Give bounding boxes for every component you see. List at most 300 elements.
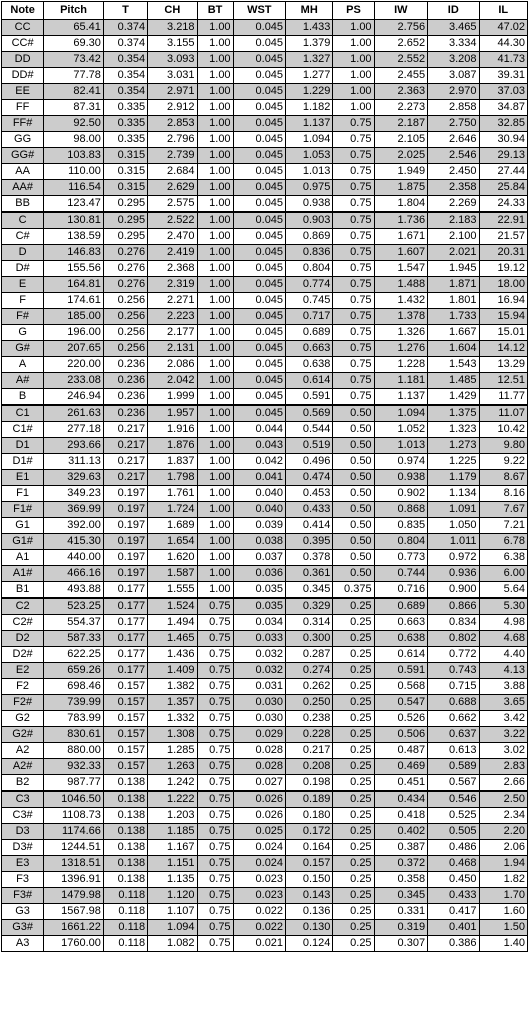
cell-iw: 0.319 — [374, 920, 428, 936]
cell-bt: 0.75 — [197, 824, 233, 840]
cell-wst: 0.045 — [233, 36, 285, 52]
cell-ps: 0.25 — [333, 663, 374, 679]
cell-note: F1 — [2, 486, 44, 502]
cell-pitch: 130.81 — [44, 212, 104, 229]
cell-il: 10.42 — [479, 422, 527, 438]
cell-ps: 0.75 — [333, 229, 374, 245]
cell-ch: 1.094 — [148, 920, 197, 936]
cell-mh: 0.378 — [286, 550, 333, 566]
cell-note: FF# — [2, 116, 44, 132]
table-row — [2, 389, 528, 406]
cell-bt: 0.75 — [197, 695, 233, 711]
cell-mh: 0.143 — [286, 888, 333, 904]
cell-t: 0.197 — [103, 534, 147, 550]
cell-id: 0.834 — [428, 615, 479, 631]
cell-il: 2.34 — [479, 808, 527, 824]
cell-ps: 0.75 — [333, 325, 374, 341]
cell-ps: 0.50 — [333, 438, 374, 454]
table-row — [2, 631, 528, 647]
cell-il: 2.06 — [479, 840, 527, 856]
cell-mh: 1.013 — [286, 164, 333, 180]
cell-pitch: 1046.50 — [44, 791, 104, 808]
cell-il: 25.84 — [479, 180, 527, 196]
cell-ps: 0.25 — [333, 775, 374, 792]
cell-bt: 1.00 — [197, 132, 233, 148]
cell-ps: 0.75 — [333, 277, 374, 293]
cell-note: D2 — [2, 631, 44, 647]
table-row — [2, 566, 528, 582]
cell-il: 3.65 — [479, 695, 527, 711]
cell-pitch: 932.33 — [44, 759, 104, 775]
cell-pitch: 415.30 — [44, 534, 104, 550]
cell-id: 0.936 — [428, 566, 479, 582]
col-header-iw: IW — [374, 2, 428, 20]
cell-t: 0.177 — [103, 582, 147, 599]
cell-t: 0.256 — [103, 309, 147, 325]
cell-pitch: 116.54 — [44, 180, 104, 196]
cell-pitch: 698.46 — [44, 679, 104, 695]
cell-mh: 0.238 — [286, 711, 333, 727]
cell-il: 1.82 — [479, 872, 527, 888]
cell-id: 0.589 — [428, 759, 479, 775]
col-header-pitch: Pitch — [44, 2, 104, 20]
cell-bt: 1.00 — [197, 470, 233, 486]
cell-wst: 0.032 — [233, 663, 285, 679]
table-row — [2, 422, 528, 438]
cell-ch: 3.031 — [148, 68, 197, 84]
cell-iw: 1.671 — [374, 229, 428, 245]
cell-wst: 0.045 — [233, 405, 285, 422]
cell-t: 0.217 — [103, 422, 147, 438]
cell-note: B1 — [2, 582, 44, 599]
cell-ps: 0.25 — [333, 872, 374, 888]
cell-note: G1 — [2, 518, 44, 534]
cell-mh: 0.172 — [286, 824, 333, 840]
cell-pitch: 146.83 — [44, 245, 104, 261]
cell-mh: 0.136 — [286, 904, 333, 920]
cell-ps: 0.75 — [333, 132, 374, 148]
cell-mh: 0.287 — [286, 647, 333, 663]
cell-ch: 1.308 — [148, 727, 197, 743]
cell-ch: 1.151 — [148, 856, 197, 872]
cell-note: F2 — [2, 679, 44, 695]
cell-wst: 0.042 — [233, 454, 285, 470]
cell-pitch: 1479.98 — [44, 888, 104, 904]
cell-id: 2.450 — [428, 164, 479, 180]
cell-il: 27.44 — [479, 164, 527, 180]
cell-iw: 0.358 — [374, 872, 428, 888]
cell-il: 30.94 — [479, 132, 527, 148]
cell-ch: 2.131 — [148, 341, 197, 357]
cell-bt: 1.00 — [197, 325, 233, 341]
cell-t: 0.256 — [103, 293, 147, 309]
cell-t: 0.236 — [103, 373, 147, 389]
cell-ps: 1.00 — [333, 84, 374, 100]
cell-iw: 1.804 — [374, 196, 428, 213]
cell-mh: 0.217 — [286, 743, 333, 759]
cell-mh: 0.544 — [286, 422, 333, 438]
table-row — [2, 727, 528, 743]
table-row — [2, 679, 528, 695]
cell-ps: 0.25 — [333, 920, 374, 936]
cell-wst: 0.045 — [233, 341, 285, 357]
cell-mh: 0.689 — [286, 325, 333, 341]
cell-bt: 1.00 — [197, 261, 233, 277]
cell-t: 0.335 — [103, 116, 147, 132]
cell-wst: 0.043 — [233, 438, 285, 454]
cell-t: 0.197 — [103, 566, 147, 582]
cell-ch: 2.629 — [148, 180, 197, 196]
cell-t: 0.374 — [103, 36, 147, 52]
cell-pitch: 246.94 — [44, 389, 104, 406]
table-row — [2, 180, 528, 196]
cell-id: 1.945 — [428, 261, 479, 277]
cell-iw: 2.756 — [374, 20, 428, 36]
cell-id: 1.323 — [428, 422, 479, 438]
cell-ch: 1.242 — [148, 775, 197, 792]
table-row — [2, 808, 528, 824]
cell-pitch: 329.63 — [44, 470, 104, 486]
cell-ch: 2.319 — [148, 277, 197, 293]
cell-iw: 1.276 — [374, 341, 428, 357]
cell-wst: 0.022 — [233, 920, 285, 936]
cell-note: F3 — [2, 872, 44, 888]
cell-bt: 1.00 — [197, 486, 233, 502]
cell-id: 1.273 — [428, 438, 479, 454]
cell-bt: 0.75 — [197, 936, 233, 952]
cell-wst: 0.033 — [233, 631, 285, 647]
cell-il: 2.66 — [479, 775, 527, 792]
table-row — [2, 663, 528, 679]
cell-ch: 1.120 — [148, 888, 197, 904]
cell-pitch: 987.77 — [44, 775, 104, 792]
table-row — [2, 164, 528, 180]
cell-ch: 2.912 — [148, 100, 197, 116]
cell-mh: 0.130 — [286, 920, 333, 936]
cell-t: 0.197 — [103, 486, 147, 502]
cell-ch: 1.082 — [148, 936, 197, 952]
cell-t: 0.177 — [103, 631, 147, 647]
cell-t: 0.138 — [103, 775, 147, 792]
cell-iw: 0.591 — [374, 663, 428, 679]
cell-ch: 1.285 — [148, 743, 197, 759]
cell-il: 20.31 — [479, 245, 527, 261]
cell-ps: 0.50 — [333, 550, 374, 566]
cell-note: A2 — [2, 743, 44, 759]
cell-id: 0.386 — [428, 936, 479, 952]
table-row — [2, 904, 528, 920]
cell-note: EE — [2, 84, 44, 100]
cell-ps: 1.00 — [333, 36, 374, 52]
cell-pitch: 82.41 — [44, 84, 104, 100]
cell-mh: 0.262 — [286, 679, 333, 695]
cell-id: 2.750 — [428, 116, 479, 132]
cell-wst: 0.045 — [233, 84, 285, 100]
cell-ch: 3.155 — [148, 36, 197, 52]
cell-note: G3# — [2, 920, 44, 936]
cell-ps: 0.50 — [333, 566, 374, 582]
cell-mh: 0.433 — [286, 502, 333, 518]
cell-note: CC — [2, 20, 44, 36]
cell-ch: 2.271 — [148, 293, 197, 309]
cell-pitch: 73.42 — [44, 52, 104, 68]
cell-id: 1.429 — [428, 389, 479, 406]
table-row — [2, 245, 528, 261]
cell-il: 6.38 — [479, 550, 527, 566]
cell-ps: 0.25 — [333, 808, 374, 824]
cell-mh: 0.614 — [286, 373, 333, 389]
table-row — [2, 824, 528, 840]
cell-wst: 0.045 — [233, 100, 285, 116]
cell-pitch: 1661.22 — [44, 920, 104, 936]
cell-ps: 0.50 — [333, 486, 374, 502]
cell-note: A — [2, 357, 44, 373]
cell-mh: 0.329 — [286, 598, 333, 615]
cell-pitch: 123.47 — [44, 196, 104, 213]
cell-mh: 0.774 — [286, 277, 333, 293]
cell-il: 34.87 — [479, 100, 527, 116]
cell-id: 0.900 — [428, 582, 479, 599]
cell-wst: 0.045 — [233, 132, 285, 148]
cell-ch: 1.409 — [148, 663, 197, 679]
cell-bt: 0.75 — [197, 631, 233, 647]
cell-t: 0.295 — [103, 196, 147, 213]
cell-ch: 2.086 — [148, 357, 197, 373]
cell-mh: 0.157 — [286, 856, 333, 872]
cell-wst: 0.023 — [233, 888, 285, 904]
cell-mh: 1.277 — [286, 68, 333, 84]
cell-pitch: 65.41 — [44, 20, 104, 36]
cell-ps: 0.50 — [333, 470, 374, 486]
cell-id: 1.543 — [428, 357, 479, 373]
cell-il: 3.88 — [479, 679, 527, 695]
cell-note: D2# — [2, 647, 44, 663]
cell-mh: 0.164 — [286, 840, 333, 856]
cell-wst: 0.045 — [233, 196, 285, 213]
cell-iw: 0.547 — [374, 695, 428, 711]
cell-mh: 0.745 — [286, 293, 333, 309]
cell-mh: 0.496 — [286, 454, 333, 470]
cell-il: 11.77 — [479, 389, 527, 406]
cell-id: 0.972 — [428, 550, 479, 566]
table-row — [2, 856, 528, 872]
cell-ps: 0.25 — [333, 631, 374, 647]
cell-wst: 0.045 — [233, 245, 285, 261]
cell-note: C1 — [2, 405, 44, 422]
cell-ps: 0.50 — [333, 502, 374, 518]
cell-ps: 0.75 — [333, 341, 374, 357]
cell-bt: 1.00 — [197, 20, 233, 36]
cell-t: 0.157 — [103, 711, 147, 727]
cell-mh: 0.903 — [286, 212, 333, 229]
cell-wst: 0.045 — [233, 293, 285, 309]
cell-il: 8.67 — [479, 470, 527, 486]
cell-wst: 0.028 — [233, 759, 285, 775]
cell-pitch: 440.00 — [44, 550, 104, 566]
cell-id: 2.970 — [428, 84, 479, 100]
cell-ps: 0.75 — [333, 245, 374, 261]
cell-pitch: 98.00 — [44, 132, 104, 148]
cell-mh: 0.717 — [286, 309, 333, 325]
cell-bt: 0.75 — [197, 615, 233, 631]
cell-iw: 0.773 — [374, 550, 428, 566]
cell-ch: 2.223 — [148, 309, 197, 325]
cell-note: C3 — [2, 791, 44, 808]
cell-t: 0.335 — [103, 100, 147, 116]
cell-ps: 0.25 — [333, 904, 374, 920]
cell-bt: 0.75 — [197, 743, 233, 759]
cell-t: 0.118 — [103, 888, 147, 904]
cell-t: 0.217 — [103, 454, 147, 470]
cell-pitch: 207.65 — [44, 341, 104, 357]
cell-ps: 0.75 — [333, 373, 374, 389]
cell-ps: 0.50 — [333, 534, 374, 550]
cell-id: 3.334 — [428, 36, 479, 52]
table-row — [2, 261, 528, 277]
cell-wst: 0.045 — [233, 277, 285, 293]
cell-iw: 1.326 — [374, 325, 428, 341]
cell-mh: 0.274 — [286, 663, 333, 679]
cell-note: E1 — [2, 470, 44, 486]
cell-il: 6.00 — [479, 566, 527, 582]
table-row — [2, 325, 528, 341]
cell-id: 0.662 — [428, 711, 479, 727]
cell-ps: 1.00 — [333, 68, 374, 84]
cell-mh: 1.229 — [286, 84, 333, 100]
cell-wst: 0.039 — [233, 518, 285, 534]
cell-ps: 0.25 — [333, 598, 374, 615]
cell-wst: 0.045 — [233, 325, 285, 341]
cell-id: 1.801 — [428, 293, 479, 309]
cell-note: GG — [2, 132, 44, 148]
cell-iw: 1.432 — [374, 293, 428, 309]
cell-bt: 1.00 — [197, 373, 233, 389]
cell-bt: 0.75 — [197, 727, 233, 743]
cell-mh: 0.663 — [286, 341, 333, 357]
cell-id: 0.525 — [428, 808, 479, 824]
cell-iw: 0.331 — [374, 904, 428, 920]
table-row — [2, 212, 528, 229]
cell-id: 3.465 — [428, 20, 479, 36]
cell-iw: 0.451 — [374, 775, 428, 792]
cell-ch: 1.654 — [148, 534, 197, 550]
cell-wst: 0.045 — [233, 116, 285, 132]
cell-il: 1.50 — [479, 920, 527, 936]
cell-il: 8.16 — [479, 486, 527, 502]
cell-id: 0.450 — [428, 872, 479, 888]
cell-note: G2 — [2, 711, 44, 727]
table-row — [2, 936, 528, 952]
cell-ps: 0.25 — [333, 824, 374, 840]
cell-wst: 0.045 — [233, 148, 285, 164]
cell-bt: 1.00 — [197, 518, 233, 534]
cell-il: 2.50 — [479, 791, 527, 808]
cell-bt: 1.00 — [197, 454, 233, 470]
cell-t: 0.118 — [103, 936, 147, 952]
cell-iw: 1.736 — [374, 212, 428, 229]
cell-pitch: 69.30 — [44, 36, 104, 52]
cell-bt: 1.00 — [197, 357, 233, 373]
cell-wst: 0.035 — [233, 598, 285, 615]
cell-ch: 1.957 — [148, 405, 197, 422]
cell-iw: 0.835 — [374, 518, 428, 534]
table-row — [2, 277, 528, 293]
cell-ps: 1.00 — [333, 52, 374, 68]
cell-id: 0.468 — [428, 856, 479, 872]
cell-t: 0.197 — [103, 518, 147, 534]
cell-pitch: 1174.66 — [44, 824, 104, 840]
cell-ch: 1.357 — [148, 695, 197, 711]
cell-il: 15.01 — [479, 325, 527, 341]
cell-il: 2.20 — [479, 824, 527, 840]
cell-wst: 0.036 — [233, 566, 285, 582]
cell-il: 29.13 — [479, 148, 527, 164]
cell-bt: 0.75 — [197, 711, 233, 727]
cell-wst: 0.045 — [233, 389, 285, 406]
cell-iw: 1.228 — [374, 357, 428, 373]
cell-pitch: 369.99 — [44, 502, 104, 518]
table-row — [2, 341, 528, 357]
cell-id: 0.715 — [428, 679, 479, 695]
table-row — [2, 309, 528, 325]
cell-il: 2.83 — [479, 759, 527, 775]
table-row — [2, 20, 528, 36]
cell-ps: 0.25 — [333, 840, 374, 856]
cell-ch: 1.761 — [148, 486, 197, 502]
cell-note: GG# — [2, 148, 44, 164]
cell-il: 37.03 — [479, 84, 527, 100]
cell-id: 0.688 — [428, 695, 479, 711]
cell-ps: 0.75 — [333, 309, 374, 325]
cell-id: 0.637 — [428, 727, 479, 743]
table-row — [2, 486, 528, 502]
cell-ch: 1.798 — [148, 470, 197, 486]
cell-note: G2# — [2, 727, 44, 743]
table-row — [2, 438, 528, 454]
cell-pitch: 783.99 — [44, 711, 104, 727]
cell-note: D1# — [2, 454, 44, 470]
cell-ps: 0.75 — [333, 164, 374, 180]
cell-bt: 0.75 — [197, 856, 233, 872]
cell-il: 4.13 — [479, 663, 527, 679]
table-row — [2, 582, 528, 599]
cell-il: 1.70 — [479, 888, 527, 904]
cell-wst: 0.024 — [233, 856, 285, 872]
cell-bt: 0.75 — [197, 840, 233, 856]
cell-bt: 1.00 — [197, 116, 233, 132]
cell-ps: 0.75 — [333, 293, 374, 309]
cell-wst: 0.021 — [233, 936, 285, 952]
cell-ps: 0.50 — [333, 454, 374, 470]
cell-bt: 0.75 — [197, 759, 233, 775]
cell-ps: 1.00 — [333, 100, 374, 116]
cell-il: 4.68 — [479, 631, 527, 647]
cell-id: 1.485 — [428, 373, 479, 389]
col-header-note: Note — [2, 2, 44, 20]
cell-ch: 1.222 — [148, 791, 197, 808]
cell-bt: 1.00 — [197, 196, 233, 213]
cell-il: 9.80 — [479, 438, 527, 454]
cell-bt: 0.75 — [197, 647, 233, 663]
cell-iw: 0.638 — [374, 631, 428, 647]
cell-t: 0.295 — [103, 212, 147, 229]
cell-il: 47.02 — [479, 20, 527, 36]
cell-note: F1# — [2, 502, 44, 518]
cell-pitch: 110.00 — [44, 164, 104, 180]
cell-il: 9.22 — [479, 454, 527, 470]
cell-iw: 1.094 — [374, 405, 428, 422]
cell-wst: 0.045 — [233, 180, 285, 196]
